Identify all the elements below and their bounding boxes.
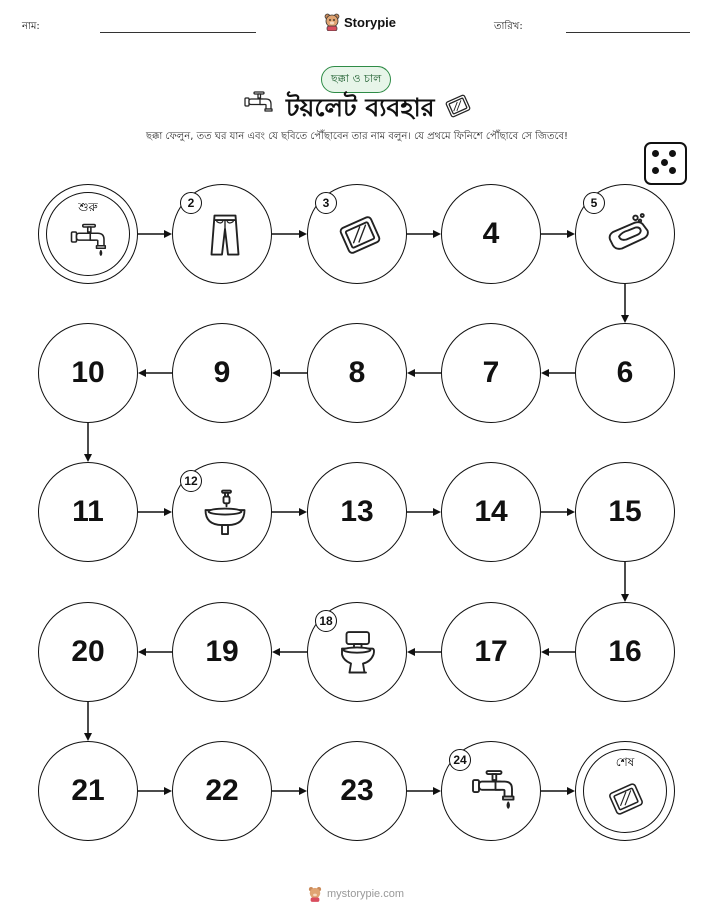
game-type-tag: ছক্কা ও চাল [321,66,391,93]
space-number-badge: 3 [315,192,337,214]
path-arrow [541,369,575,377]
faucet-icon [470,768,518,816]
space-number: 8 [348,356,366,389]
space-number: 19 [205,635,239,668]
board-space-23[interactable] [307,741,407,841]
board-space-6[interactable] [575,323,675,423]
end-label: শেষ [615,755,635,769]
space-number-badge: 5 [583,192,605,214]
path-arrow [272,508,307,516]
board-space-22[interactable] [172,741,272,841]
space-number: 23 [340,774,374,807]
space-number: 10 [71,356,105,389]
space-number-badge: 24 [449,749,471,771]
path-arrow [84,423,92,462]
space-number: 7 [482,356,500,389]
space-number: 6 [616,356,634,389]
path-arrow [407,787,441,795]
space-number: 9 [213,356,231,389]
space-number: 17 [474,635,508,668]
date-label: তারিখ: [494,21,523,32]
board-space-15[interactable] [575,462,675,562]
bear-logo-icon [308,886,322,902]
board-space-7[interactable] [441,323,541,423]
board-space-9[interactable] [172,323,272,423]
board-space-12[interactable] [172,462,272,562]
path-arrow [541,508,575,516]
faucet-icon [69,222,109,262]
space-number-badge: 2 [180,192,202,214]
path-arrow [272,230,307,238]
space-number: 4 [482,217,500,250]
path-arrow [407,648,441,656]
space-number: 11 [72,495,104,528]
space-number: 14 [474,495,508,528]
path-arrow [138,787,172,795]
brand-name: Storypie [344,14,397,30]
space-number: 13 [340,495,374,528]
instructions: ছক্কা ফেলুন, তত ঘর যান এবং যে ছবিতে পৌঁছাবেন তার নাম বলুন। যে প্রথমে ফিনিশে পৌঁছাবে সে জিতবে! [145,131,569,142]
footer [308,886,404,902]
space-number-badge: 12 [180,470,202,492]
path-arrow [272,648,307,656]
towel-icon [336,211,384,259]
path-arrow [272,369,307,377]
sink-icon [201,489,249,537]
space-number-badge: 18 [315,610,337,632]
board-space-11[interactable] [38,462,138,562]
board-space-21[interactable] [38,741,138,841]
name-label: নাম: [22,21,40,32]
path-arrow [407,230,441,238]
pants-icon [201,211,249,259]
board-space-2[interactable] [172,184,272,284]
footer-url[interactable]: mystorypie.com [327,888,405,900]
path-arrow [541,648,575,656]
path-arrow [621,562,629,602]
board-space-13[interactable] [307,462,407,562]
board-space-19[interactable] [172,602,272,702]
board-space-20[interactable] [38,602,138,702]
path-arrow [272,787,307,795]
path-arrow [621,284,629,323]
board-space-10[interactable] [38,323,138,423]
start-label: শুরু [78,200,98,214]
board-space-17[interactable] [441,602,541,702]
space-number: 15 [608,495,642,528]
path-arrow [138,508,172,516]
path-arrow [541,787,575,795]
board-space-4[interactable] [441,184,541,284]
board-space-end[interactable] [575,741,675,841]
path-arrow [138,648,172,656]
board-space-5[interactable] [575,184,675,284]
path-arrow [138,369,172,377]
path-arrow [84,702,92,741]
page-title: টয়লেট ব্যবহার [286,93,435,122]
path-arrow [138,230,172,238]
towel-icon [606,779,646,819]
toilet-icon [336,629,384,677]
board-space-3[interactable] [307,184,407,284]
board-space-start[interactable] [38,184,138,284]
path-arrow [407,369,441,377]
space-number: 22 [205,774,239,807]
board-space-18[interactable] [307,602,407,702]
space-number: 20 [71,635,105,668]
path-arrow [541,230,575,238]
space-number: 16 [608,635,642,668]
space-number: 21 [71,774,105,807]
board-space-14[interactable] [441,462,541,562]
board-space-16[interactable] [575,602,675,702]
board-space-24[interactable] [441,741,541,841]
path-arrow [407,508,441,516]
soap-icon [604,211,652,259]
board-space-8[interactable] [307,323,407,423]
